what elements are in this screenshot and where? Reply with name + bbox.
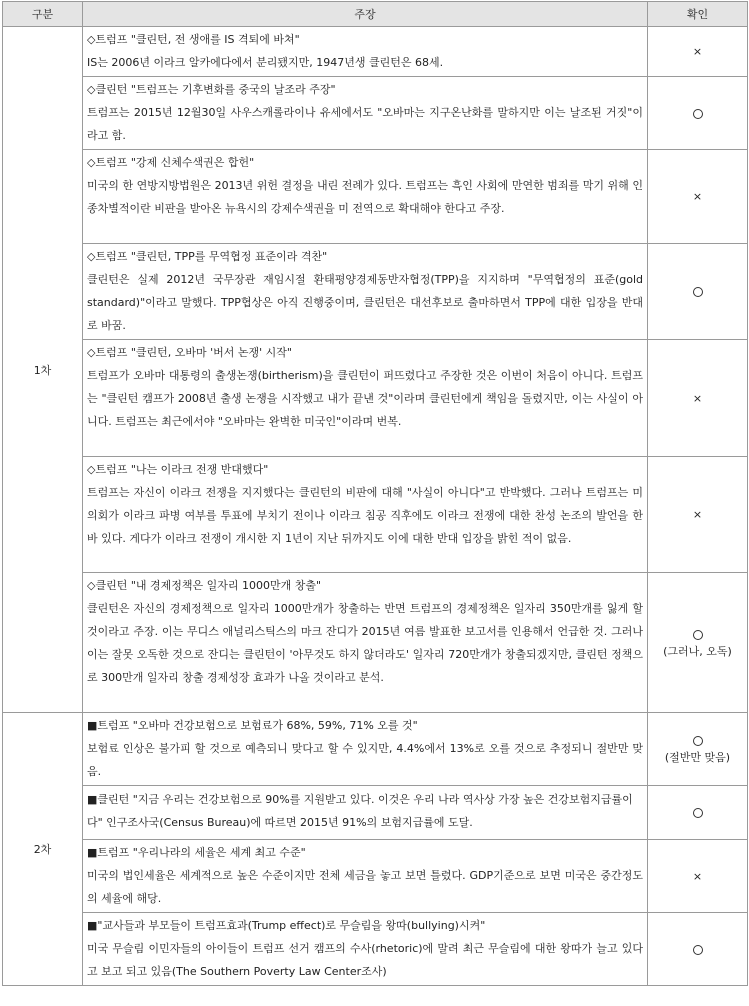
check-cell <box>648 573 748 713</box>
check-cell <box>648 244 748 340</box>
claim-title: ■트럼프 "우리나라의 세율은 세계 최고 수준" <box>87 846 306 859</box>
claim-body: 미국의 한 연방지방법원은 2013년 위헌 결정을 내린 전례가 있다. 트럼프는 흑인 사회에 만연한 범죄를 막기 위해 인종차별적이란 비판을 받아온 뉴욕시의 강제수색권을 미 전역으로 확대해야 한다고 주장. <box>87 179 643 215</box>
check-cell <box>648 840 748 913</box>
claim-body: 클린턴은 실제 2012년 국무장관 재임시절 환태평양경제동반자협정(TPP)을 지지하며 "무역협정의 표준(gold standard)"이라고 말했다. TPP협상은 아직 진행중이며, 클린턴은 대선후보로 출마하면서 TPP에 대한 입장을 반대로 바꿈. <box>87 273 643 332</box>
claim-cell <box>83 713 648 786</box>
claim-title: ◇트럼프 "클린턴, 전 생애를 IS 격퇴에 바쳐" <box>87 33 300 46</box>
check-cell <box>648 457 748 573</box>
claim-title: ■"교사들과 부모들이 트럼프효과(Trump effect)로 무슬림을 왕따(bullying)시켜" <box>87 919 486 932</box>
check-note: (그러나, 오독) <box>663 644 732 658</box>
check-cell <box>648 77 748 150</box>
claim-body: 트럼프가 오바마 대통령의 출생논쟁(birtherism)을 클린턴이 퍼뜨렸다고 주장한 것은 이번이 처음이 아니다. 트럼프는 "클린턴 캠프가 2008년 출생 논쟁을 시작했고 내가 끝낸 것"이라며 클린턴에게 책임을 돌렸지만, 이는 사실이 아니다. 트럼프는 최근에서야 "오바마는 완벽한 미국인"이라며 번복. <box>87 369 643 428</box>
circle-mark-icon <box>693 736 703 746</box>
claim-body: 미국의 법인세율은 세계적으로 높은 수준이지만 전체 세금을 놓고 보면 틀렸다. GDP기준으로 보면 미국은 중간정도의 세율에 해당. <box>87 869 643 905</box>
claim-body: 트럼프는 2015년 12월30일 사우스캐롤라이나 유세에서도 "오바마는 지구온난화를 말하지만 이는 날조된 거짓"이라고 함. <box>87 106 643 142</box>
table-row <box>3 340 748 457</box>
header-row <box>3 2 748 27</box>
cross-mark-icon: × <box>692 190 703 203</box>
claim-title: ◇클린턴 "내 경제정책은 일자리 1000만개 창출" <box>87 579 322 592</box>
cross-mark-icon: × <box>692 45 703 58</box>
table-row <box>3 150 748 244</box>
check-cell <box>648 913 748 986</box>
table-row <box>3 77 748 150</box>
claim-title: ◇트럼프 "나는 이라크 전쟁 반대했다" <box>87 463 269 476</box>
claim-body: IS는 2006년 이라크 알카에다에서 분리됐지만, 1947년생 클린턴은 68세. <box>87 56 444 69</box>
claim-cell <box>83 340 648 457</box>
claim-cell <box>83 913 648 986</box>
table-row <box>3 244 748 340</box>
circle-mark-icon <box>693 945 703 955</box>
cross-mark-icon: × <box>692 391 703 405</box>
table-row <box>3 573 748 713</box>
claim-title: ■클린턴 "지금 우리는 건강보험으로 90%를 지원받고 있다. 이것은 우리 나라 역사상 가장 높은 건강보험지급률이다" 인구조사국(Census Bureau)에 따르면 2015년 91%의 보험지급률에 도달. <box>87 793 633 829</box>
check-cell <box>648 150 748 244</box>
table-row <box>3 786 748 840</box>
group-label: 1차 <box>3 27 83 713</box>
table-row <box>3 713 748 786</box>
claim-body: 트럼프는 자신이 이라크 전쟁을 지지했다는 클린턴의 비판에 대해 "사실이 아니다"고 반박했다. 그러나 트럼프는 미 의회가 이라크 파병 여부를 투표에 부치기 전이나 이라크 침공 직후에도 이라크 전쟁에 대한 찬성 논조의 발언을 한 바 있다. 게다가 이라크 전쟁이 개시한 지 1년이 지난 뒤까지도 이에 대한 반대 입장을 밝힌 적이 없음. <box>87 486 643 545</box>
circle-mark-icon <box>693 287 703 297</box>
group-label: 2차 <box>3 713 83 986</box>
table-row <box>3 27 748 77</box>
claim-cell <box>83 244 648 340</box>
claim-cell <box>83 457 648 573</box>
claim-cell <box>83 786 648 840</box>
circle-mark-icon <box>693 109 703 119</box>
claim-cell <box>83 840 648 913</box>
check-cell <box>648 340 748 457</box>
header-check: 확인 <box>648 2 748 27</box>
claim-body: 보험료 인상은 불가피 할 것으로 예측되니 맞다고 할 수 있지만, 4.4%에서 13%로 오를 것으로 추정되니 절반만 맞음. <box>87 742 643 778</box>
claim-cell <box>83 77 648 150</box>
claim-cell <box>83 27 648 77</box>
claim-title: ◇트럼프 "클린턴, TPP를 무역협정 표준이라 격찬" <box>87 250 328 263</box>
circle-mark-icon <box>693 630 703 640</box>
claim-cell <box>83 150 648 244</box>
circle-mark-icon <box>693 808 703 818</box>
table-row <box>3 457 748 573</box>
check-cell <box>648 27 748 77</box>
claim-title: ◇트럼프 "강제 신체수색권은 합헌" <box>87 156 255 169</box>
table-row <box>3 840 748 913</box>
claim-cell <box>83 573 648 713</box>
header-claim: 주장 <box>83 2 648 27</box>
cross-mark-icon: × <box>692 508 703 521</box>
claim-body: 클린턴은 자신의 경제정책으로 일자리 1000만개가 창출하는 반면 트럼프의 경제정책은 일자리 350만개를 잃게 할 것이라고 주장. 이는 무디스 애널리스틱스의 마크 잔디가 2015년 여름 발표한 보고서를 인용해서 언급한 것. 그러나 이는 잘못 오독한 것으로 잔디는 클린턴이 '아무것도 하지 않더라도' 일자리 720만개가 창출되겠지만, 클린턴 정책으로 300만개 일자리 창출 경제성장 효과가 나올 것이라고 분석. <box>87 602 643 684</box>
header-group: 구분 <box>3 2 83 27</box>
claim-title: ■트럼프 "오바마 건강보험으로 보험료가 68%, 59%, 71% 오를 것" <box>87 719 418 732</box>
check-cell <box>648 713 748 786</box>
table-row <box>3 913 748 986</box>
claim-body: 미국 무슬림 이민자들의 아이들이 트럼프 선거 캠프의 수사(rhetoric)에 말려 최근 무슬림에 대한 왕따가 늘고 있다고 보고 되고 있음(The Southern Poverty Law Center조사) <box>87 942 643 978</box>
claim-title: ◇클린턴 "트럼프는 기후변화를 중국의 날조라 주장" <box>87 83 336 96</box>
fact-check-table <box>2 1 748 986</box>
check-cell <box>648 786 748 840</box>
check-note: (절반만 맞음) <box>664 751 731 764</box>
claim-title: ◇트럼프 "클린턴, 오바마 '버서 논쟁' 시작" <box>87 346 292 359</box>
cross-mark-icon: × <box>692 869 703 883</box>
